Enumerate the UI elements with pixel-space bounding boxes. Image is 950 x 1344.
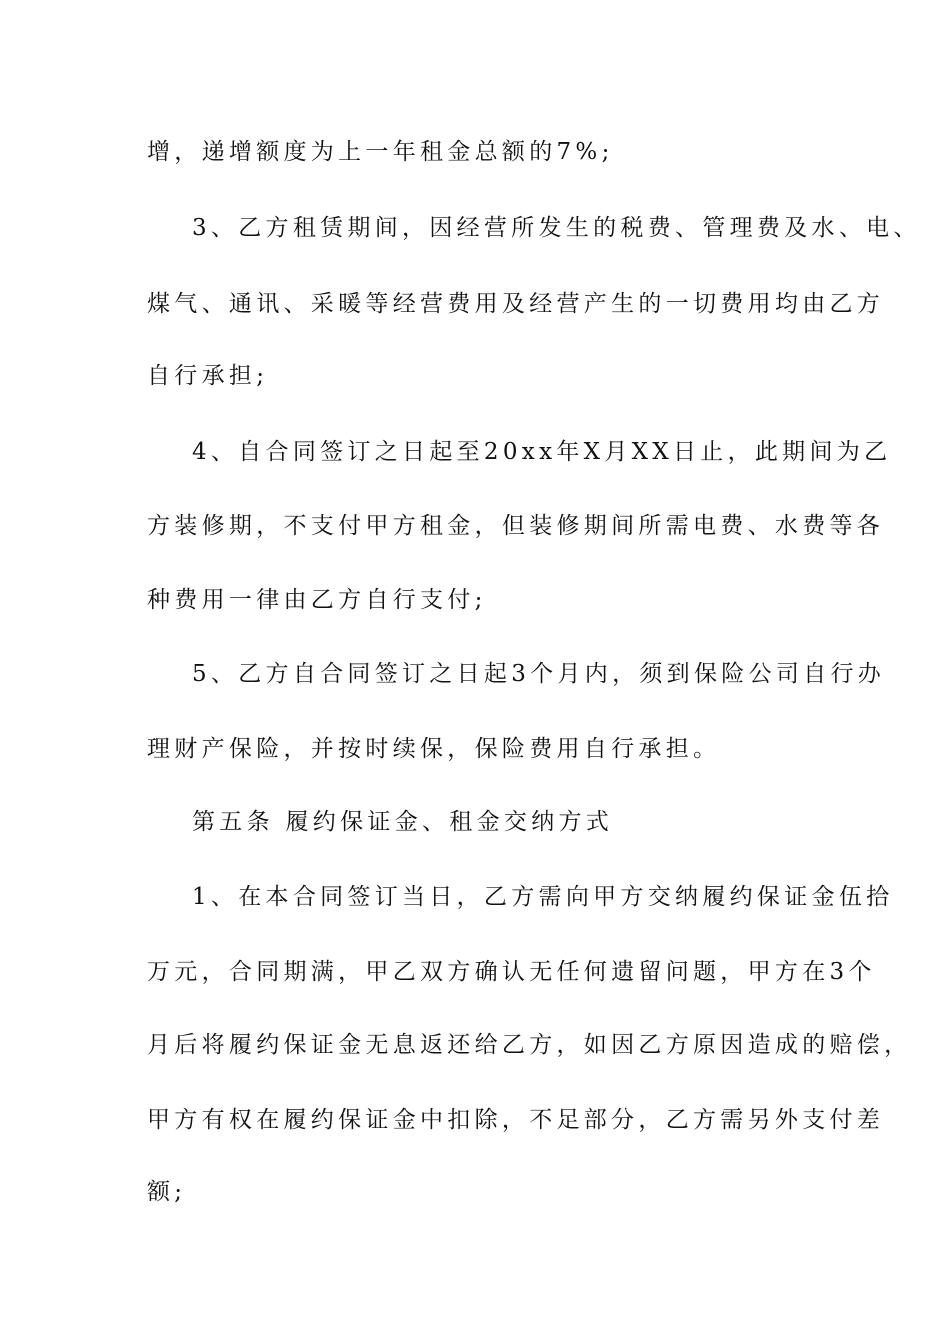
text-line-6: 方装修期，不支付甲方租金，但装修期间所需电费、水费等各 [147,513,885,539]
text-line-9: 理财产保险，并按时续保，保险费用自行承担。 [147,736,721,762]
text-line-7: 种费用一律由乙方自行支付; [147,587,487,613]
text-line-1: 增，递增额度为上一年租金总额的7%; [147,139,614,165]
text-line-8: 5、乙方自合同签订之日起3个月内，须到保险公司自行办 [192,661,886,687]
text-line-2: 3、乙方租赁期间，因经营所发生的税费、管理费及水、电、 [192,215,921,241]
text-line-14: 甲方有权在履约保证金中扣除，不足部分，乙方需另外支付差 [147,1107,885,1133]
text-line-15: 额; [147,1179,187,1205]
text-line-4: 自行承担; [147,363,269,389]
text-line-11: 1、在本合同签订当日，乙方需向甲方交纳履约保证金伍拾 [192,884,894,910]
text-line-5: 4、自合同签订之日起至20xx年X月XX日止，此期间为乙 [192,439,892,465]
section-heading: 第五条 履约保证金、租金交纳方式 [192,809,614,835]
text-line-3: 煤气、通讯、采暖等经营费用及经营产生的一切费用均由乙方 [147,291,885,317]
text-line-12: 万元，合同期满，甲乙双方确认无任何遗留问题，甲方在3个 [147,959,876,985]
text-line-13: 月后将履约保证金无息返还给乙方，如因乙方原因造成的赔偿， [147,1032,912,1058]
